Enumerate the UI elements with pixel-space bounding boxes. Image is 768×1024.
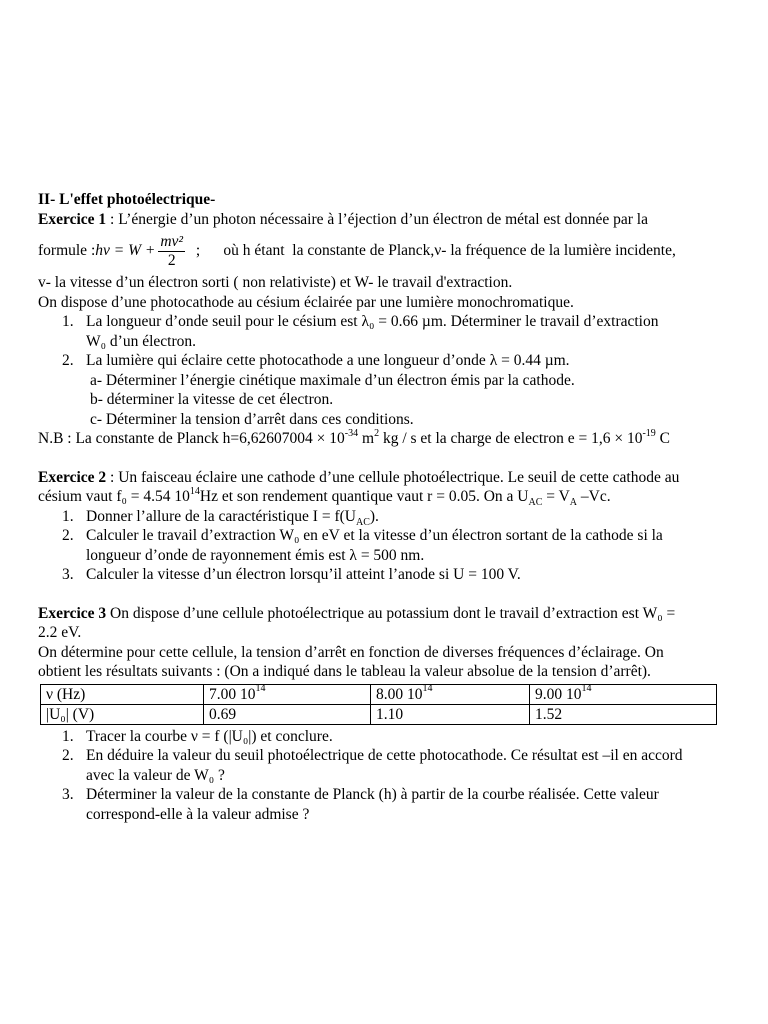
exercise-2 bbox=[38, 468, 756, 585]
exercise-2-question-2 bbox=[38, 526, 756, 546]
exercise-1-question-2a: a- Déterminer l’énergie cinétique maximale d’un électron émis par la cathode. bbox=[90, 371, 575, 389]
question-number: 3. bbox=[62, 566, 74, 583]
question-number: 3. bbox=[62, 786, 74, 803]
question-number: 2. bbox=[62, 747, 74, 764]
exercise-2-intro-line bbox=[38, 468, 756, 488]
cell-value: 8.00 10 bbox=[376, 685, 423, 703]
exercise-3-line-2: 2.2 eV. bbox=[38, 624, 82, 641]
table-cell bbox=[204, 684, 371, 704]
exercise-1-question-2b: b- déterminer la vitesse de cet électron. bbox=[90, 391, 334, 408]
exercise-1-question-1-cont: W₀ d’un électron. bbox=[86, 332, 196, 350]
exercise-1-question-2 bbox=[38, 351, 756, 371]
table-cell bbox=[371, 684, 530, 704]
line-subscript: AC bbox=[528, 497, 543, 509]
question-text: Calculer le travail d’extraction W₀ en eV et la vitesse d’un électron sortant de la cathode si la bbox=[86, 527, 663, 544]
question-text: En déduire la valeur du seuil photoélectrique de cette photocathode. Ce résultat est –il en accord bbox=[86, 747, 683, 764]
exercise-3-intro-line bbox=[38, 604, 756, 624]
note-text: C bbox=[655, 430, 671, 447]
table-cell: |U₀| (V) bbox=[41, 704, 204, 724]
exercise-3-question-3-cont: correspond-elle à la valeur admise ? bbox=[86, 805, 310, 823]
exercise-1-line-4: On dispose d’une photocathode au césium éclairée par une lumière monochromatique. bbox=[38, 293, 574, 311]
line-exponent: 14 bbox=[189, 485, 200, 497]
formula-fraction bbox=[158, 233, 185, 270]
cell-exponent: 14 bbox=[422, 683, 433, 695]
exercise-1-question-1 bbox=[38, 312, 756, 332]
question-number: 2. bbox=[62, 527, 74, 544]
question-text: La longueur d’onde seuil pour le césium est λ₀ = 0.66 µm. Déterminer le travail d’extraction bbox=[86, 313, 659, 330]
section-title: II- L'effet photoélectrique- bbox=[38, 191, 216, 208]
table-cell: 1.52 bbox=[530, 704, 717, 724]
cell-value: 9.00 10 bbox=[535, 685, 582, 703]
exercise-3-question-2 bbox=[38, 746, 756, 766]
exercise-2-line-2 bbox=[38, 487, 756, 507]
exercise-1-intro-line bbox=[38, 210, 756, 230]
question-text: Donner l’allure de la caractéristique I = f(U bbox=[86, 507, 356, 525]
note-exponent: -19 bbox=[642, 427, 656, 439]
table-row bbox=[41, 704, 717, 724]
formula-prefix: formule : bbox=[38, 242, 96, 260]
exercise-2-intro: : Un faisceau éclaire une cathode d’une cellule photoélectrique. Le seuil de cette cathode au bbox=[106, 468, 680, 486]
table-cell: ν (Hz) bbox=[41, 684, 204, 704]
table-cell bbox=[530, 684, 717, 704]
cell-exponent: 14 bbox=[581, 683, 592, 695]
question-number: 2. bbox=[62, 352, 74, 369]
exercise-2-question-3 bbox=[38, 565, 756, 585]
note-text: kg / s et la charge de electron e = 1,6 × 10 bbox=[379, 430, 643, 447]
table-cell: 1.10 bbox=[371, 704, 530, 724]
exercise-1 bbox=[38, 210, 756, 449]
formula-suffix: ; où h étant la constante de Planck,ν- la fréquence de la lumière incidente, bbox=[188, 242, 676, 260]
question-text: ). bbox=[369, 507, 379, 525]
exercise-1-line-3: v- la vitesse d’un électron sorti ( non relativiste) et W- le travail d'extraction. bbox=[38, 274, 513, 291]
exercise-2-title: Exercice 2 bbox=[38, 468, 107, 486]
cell-value: 7.00 10 bbox=[209, 685, 256, 703]
table-cell: 0.69 bbox=[204, 704, 371, 724]
table-row bbox=[41, 684, 717, 704]
exercise-3-question-1 bbox=[38, 727, 756, 747]
exercise-1-intro: : L’énergie d’un photon nécessaire à l’éjection d’un électron de métal est donnée par la bbox=[106, 210, 648, 228]
exercise-2-question-2-cont: longueur d’onde de rayonnement émis est λ = 500 nm. bbox=[86, 546, 425, 564]
cell-exponent: 14 bbox=[255, 683, 266, 695]
results-table bbox=[40, 684, 717, 725]
question-number: 1. bbox=[62, 313, 74, 330]
formula-main: hν = W + bbox=[95, 242, 156, 260]
exercise-2-question-1 bbox=[38, 507, 756, 527]
question-number: 1. bbox=[62, 727, 74, 745]
question-text: La lumière qui éclaire cette photocathode a une longueur d’onde λ = 0.44 µm. bbox=[86, 352, 570, 369]
question-text: Tracer la courbe ν = f (|U₀|) et conclure. bbox=[86, 727, 333, 745]
exercise-1-formula-line bbox=[38, 229, 756, 273]
question-subscript: AC bbox=[355, 516, 370, 528]
note-exponent: -34 bbox=[344, 427, 359, 439]
exercise-3-line-3: On détermine pour cette cellule, la tension d’arrêt en fonction de diverses fréquences d’éclairage. On bbox=[38, 643, 664, 661]
exercise-1-question-2c: c- Déterminer la tension d’arrêt dans ces conditions. bbox=[90, 410, 414, 428]
exercise-1-note bbox=[38, 429, 756, 449]
line-subscript: A bbox=[569, 497, 578, 509]
formula-numerator: mv² bbox=[160, 232, 184, 250]
line-text: Hz et son rendement quantique vaut r = 0.05. On a U bbox=[199, 488, 529, 505]
exercise-3-question-3 bbox=[38, 785, 756, 805]
exercise-3 bbox=[38, 604, 756, 825]
exercise-3-intro: On dispose d’une cellule photoélectrique au potassium dont le travail d’extraction est W₀ = bbox=[106, 604, 676, 622]
line-text: césium vaut f₀ = 4.54 10 bbox=[38, 488, 190, 505]
line-text: = V bbox=[542, 488, 570, 505]
line-text: –Vc. bbox=[577, 488, 611, 505]
exercise-3-question-2-cont: avec la valeur de W₀ ? bbox=[86, 766, 225, 784]
exercise-3-title: Exercice 3 bbox=[38, 604, 107, 622]
formula-denominator: 2 bbox=[167, 251, 176, 269]
question-number: 1. bbox=[62, 507, 74, 525]
note-exponent: 2 bbox=[374, 427, 380, 439]
note-text: m bbox=[358, 430, 375, 447]
question-text: Calculer la vitesse d’un électron lorsqu’il atteint l’anode si U = 100 V. bbox=[86, 566, 521, 583]
question-text: Déterminer la valeur de la constante de Planck (h) à partir de la courbe réalisée. Cette valeur bbox=[86, 786, 659, 803]
exercise-1-title: Exercice 1 bbox=[38, 210, 107, 228]
exercise-3-line-4: obtient les résultats suivants : (On a indiqué dans le tableau la valeur absolue de la tension d’arrêt). bbox=[38, 663, 651, 680]
document-page bbox=[38, 190, 756, 824]
note-text: N.B : La constante de Planck h=6,62607004 × 10 bbox=[38, 430, 345, 447]
